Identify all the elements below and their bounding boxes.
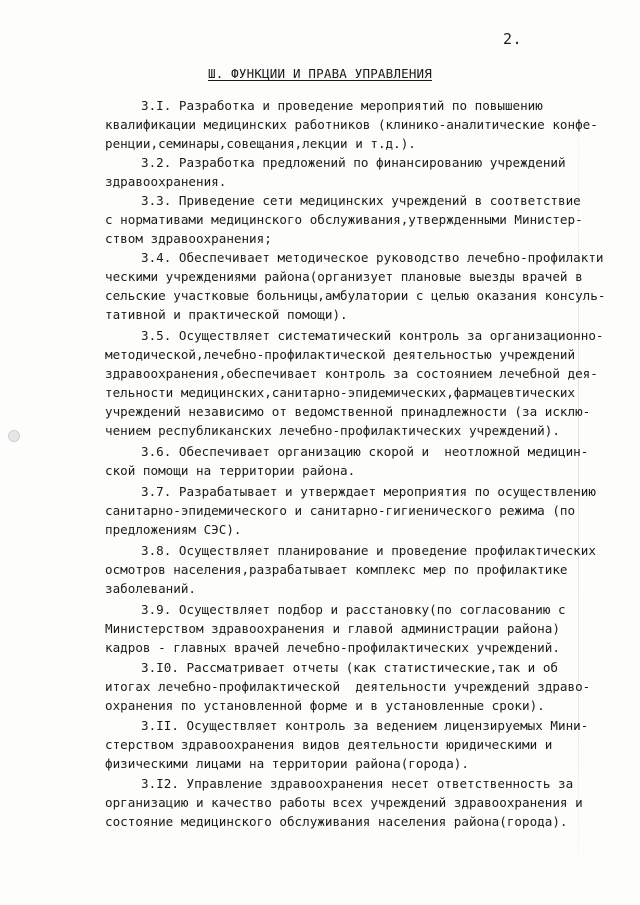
page-edge-shadow <box>578 40 579 900</box>
text-line: учреждений независимо от ведомственной принадлежности (за исклю- <box>105 404 591 419</box>
text-line: квалификации медицинских работников (клинико-аналитические конфе- <box>105 117 598 132</box>
text-line: здравоохранения,обеспечивает контроль за состоянием лечебной дея- <box>105 366 598 381</box>
text-line: 3.9. Осуществляет подбор и расстановку(по согласованию с <box>141 602 566 617</box>
text-line: тельности медицинских,санитарно-эпидемических,фармацевтических <box>105 385 576 400</box>
punch-hole-left <box>8 430 20 442</box>
text-line: состояние медицинского обслуживания населения района(города). <box>105 814 568 829</box>
text-line: заболеваний. <box>105 581 196 596</box>
page-number: 2. <box>503 30 523 48</box>
text-line: сельские участковые больницы,амбулатории с целью оказания консуль- <box>105 288 606 303</box>
text-line: ством здравоохранения; <box>105 231 272 246</box>
text-line: кадров - главных врачей лечебно-профилактических учреждений. <box>105 640 560 655</box>
text-line: охранения по установленной форме и в установленные сроки). <box>105 698 545 713</box>
text-line: 3.I. Разработка и проведение мероприятий по повышению <box>141 98 543 113</box>
text-line: 3.6. Обеспечивает организацию скорой и неотложной медицин- <box>141 444 589 459</box>
text-line: с нормативами медицинского обслуживания,утвержденными Министер- <box>105 212 583 227</box>
text-line: 3.8. Осуществляет планирование и проведение профилактических <box>141 543 596 558</box>
text-line: стерством здравоохранения видов деятельности юридическими и <box>105 737 553 752</box>
text-line: организацию и качество работы всех учреждений здравоохранения и <box>105 795 583 810</box>
text-line: санитарно-эпидемического и санитарно-гигиенического режима (по <box>105 503 576 518</box>
text-line: 3.I0. Рассматривает отчеты (как статистические,так и об <box>141 660 559 675</box>
text-line: методической,лечебно-профилактической деятельностью учреждений <box>105 347 576 362</box>
text-line: Министерством здравоохранения и главой администрации района) <box>105 621 560 636</box>
text-line: 3.5. Осуществляет систематический контроль за организационно- <box>141 328 604 343</box>
text-line: 3.3. Приведение сети медицинских учреждений в соответствие <box>141 193 581 208</box>
text-line: 3.I2. Управление здравоохранения несет ответственность за <box>141 776 574 791</box>
text-line: ской помощи на территории района. <box>105 463 356 478</box>
text-line: итогах лечебно-профилактической деятельности учреждений здраво- <box>105 679 591 694</box>
text-line: 3.2. Разработка предложений по финансированию учреждений <box>141 155 566 170</box>
section-heading: Ш. ФУНКЦИИ И ПРАВА УПРАВЛЕНИЯ <box>207 66 433 81</box>
text-line: ренции,семинары,совещания,лекции и т.д.). <box>105 136 416 151</box>
text-line: 3.4. Обеспечивает методическое руководство лечебно-профилакти <box>141 250 604 265</box>
text-line: тативной и практической помощи). <box>105 307 348 322</box>
text-line: чением республиканских лечебно-профилактических учреждений). <box>105 423 560 438</box>
text-line: здравоохранения. <box>105 174 227 189</box>
text-line: предложениям СЭС). <box>105 522 242 537</box>
text-line: 3.7. Разрабатывает и утверждает мероприятия по осуществлению <box>141 484 596 499</box>
text-line: ческими учреждениями района(организует плановые выезды врачей в <box>105 269 583 284</box>
text-line: физическими лицами на территории района(города). <box>105 756 469 771</box>
text-line: 3.II. Осуществляет контроль за ведением лицензируемых Мини- <box>141 718 589 733</box>
text-line: осмотров населения,разрабатывает комплекс мер по профилактике <box>105 562 568 577</box>
